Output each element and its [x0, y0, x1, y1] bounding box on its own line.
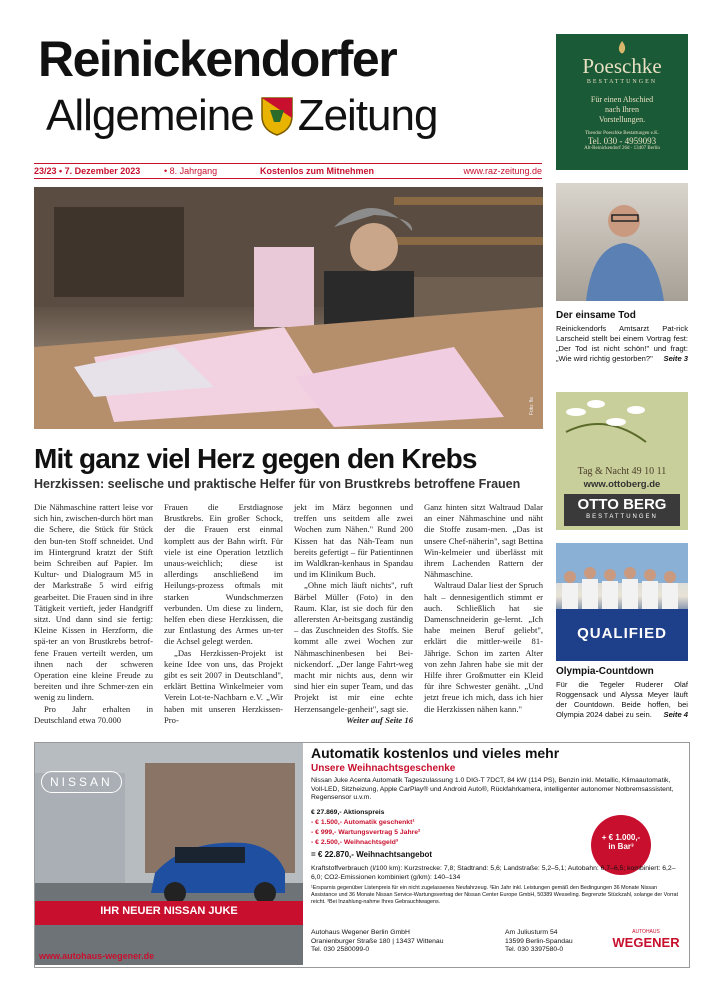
article-col4-text: Ganz hinten sitzt Waltraud Dalar an einer Nähmaschine und näht die Stoffe zusam-men. „Das ist unsere Chef-näherin", sagt Bettina Win-kelmeier und überlässt mit ihrem Lachenden Rattern der Nähmaschine.: [424, 502, 543, 580]
wegener-logo-name: WEGENER: [612, 935, 680, 950]
tod-text: Reinickendorfs Amtsarzt Pat-rick Larscheid stellt bei einem Vortrag fest: „Der Tod ist nicht schön!" und fragt: „Wie wird richtig gestorben?": [556, 324, 688, 363]
dealer2-tel: Tel. 030 3397580-0: [505, 946, 564, 954]
main-subhead: Herzkissen: seelische und praktische Helfer für von Brustkrebs betroffene Frauen: [34, 477, 521, 491]
flame-icon: [615, 40, 629, 56]
article-col1-text: Die Nähmaschine rattert leise vor sich hin, zwischen-durch hört man die Schere, die Stück für Stück den bun-ten Stoff schneidet. Und im Hintergrund kratzt der Stift beim Schreiben auf Papier. Im Kultur- und Dialograum M5 in der Markstraße 5 wird eifrig gearbeitet. Die Frauen sind in ihre Tätigkeit vertieft, jeder Handgriff sitzt. Und dann sind sie fertig: Kleine Kissen in Herzform, die spä-ter an von Brustkrebs betrof-fene Frauen verteilt werden, um ihnen nach der schweren Operation eine kleine Freude zu bereiten und ihre Schmer-zen ein wenig zu lindern.: [34, 502, 153, 703]
issue-year: • 8. Jahrgang: [164, 166, 218, 176]
ad-url[interactable]: www.autohaus-wegener.de: [39, 951, 155, 961]
ad-final: = € 22.870,- Weihnachtsangebot: [311, 850, 433, 859]
poeschke-address: Alt-Reinickendorf 26d · 13407 Berlin: [584, 146, 660, 151]
main-headline[interactable]: Mit ganz viel Herz gegen den Krebs: [34, 443, 477, 474]
poeschke-line3: Vorstellungen.: [598, 115, 646, 124]
dealer2-name: Am Juliusturm 54: [505, 929, 558, 936]
sewing-scene: [34, 187, 543, 429]
ad-car-image: [35, 743, 303, 965]
masthead-title: Reinickendorfer: [38, 31, 397, 87]
article-column-3: [294, 502, 413, 726]
continued-link[interactable]: Weiter auf Seite 16: [346, 714, 413, 725]
poeschke-line2: nach Ihren: [605, 105, 639, 114]
qualified-badge: QUALIFIED: [577, 625, 667, 642]
photo-credit: Foto: fle: [528, 396, 535, 416]
dealer1-address: Oranienburger Straße 180 | 13437 Wittenau: [311, 937, 444, 945]
ad-model: Nissan Juke Acenta Automatik Tageszulassung 1.0 DIG-T 7DCT, 84 kW (114 PS), Benzin inkl. Metallic, Klimaautomatik, Voll-LED, Sitzheizung, Apple CarPlay® und Android Auto®, Rückfahrkamera, intelligenter autonomer Notbremsassistent, Regensensor u.v.m.: [311, 777, 674, 802]
ad-fuel: Kraftstoffverbrauch (l/100 km): Kurzstrecke: 7,8; Stadtrand: 5,6; Landstraße: 5,2–5,1; Autobahn: 6,7–6,5; kombiniert: 6,2–6,0; CO2-Emissionen kombiniert (g/km): 140–134: [311, 865, 676, 881]
issue-number: 23/23 • 7. Dezember 2023: [34, 166, 141, 176]
masthead-subtitle-a: Allgemeine: [46, 91, 254, 140]
poeschke-owner: Theodor Poeschke Bestattungen e.K.: [584, 131, 659, 136]
rowers-group: [556, 543, 688, 661]
wegener-logo: [607, 929, 685, 950]
portrait-man: [556, 183, 688, 301]
ad-price1: € 27.869,- Aktionspreis: [311, 809, 385, 816]
article-col3-text-b: „Ohne mich läuft nichts", ruft Bärbel Müller (Foto) in den Raum. Klar, ist sie doch für den allerersten Ar-beitsgang zuständig – das Zuschneiden des Stoffs. Sie kommt alle zwei Wochen zur Nähmaschinenbesen bei Bei-nickendorf. „Der lange Fahrt-weg macht mir nichts aus, denn wir sind hier ein super Team, und das Projekt ist mir eine echte Herzensangele-genheit", sagt sie.: [294, 580, 413, 714]
ad-dealer1: [311, 929, 491, 955]
poeschke-tel: Tel. 030 - 4959093: [587, 136, 657, 146]
olympia-headline[interactable]: Olympia-Countdown: [556, 666, 654, 677]
ad-banner: IHR NEUER NISSAN JUKE: [100, 905, 238, 917]
masthead-subtitle: [46, 91, 438, 140]
site-url[interactable]: www.raz-zeitung.de: [463, 166, 542, 176]
ad-minus2: - € 999,- Wartungsvertrag 5 Jahre²: [311, 829, 421, 836]
issue-bar: [34, 163, 542, 179]
dealer1-name: Autohaus Wegener Berlin GmbH: [311, 929, 410, 936]
article-column-4: [424, 502, 543, 715]
dealer1-tel: Tel. 030 2580099-0: [311, 946, 370, 954]
ad-minus1: - € 1.500,- Automatik geschenkt¹: [311, 819, 415, 826]
olympia-ref[interactable]: Seite 4: [663, 710, 688, 719]
tod-ref[interactable]: Seite 3: [663, 354, 688, 363]
olympia-teaser: [556, 680, 688, 720]
ottoberg-name: OTTO BERG: [577, 496, 667, 513]
wegener-logo-top: AUTOHAUS: [632, 929, 660, 935]
poeschke-line1: Für einen Abschied: [590, 95, 654, 104]
poeschke-name: Poeschke: [582, 54, 662, 78]
ottoberg-sub: BESTATTUNGEN: [586, 514, 658, 520]
coat-of-arms-icon: [260, 96, 294, 136]
article-col2-text-b: „Das Herzkissen-Projekt ist keine Idee von uns, das Projekt gibt es seit 2007 in Deutschland", erklärt Bettina Winkelmeier vom Verein Lot-te-Nachbarn e.V. „Wir haben mit unseren Herzkissen-Pro-: [164, 647, 283, 725]
article-column-1: [34, 502, 153, 726]
article-col2-text: Frauen die Erstdiagnose Brustkrebs. Ein großer Schock, der die Frauen erst einmal komplett aus der Bahn wirft. Für viele ist eine Operation letztlich unaus-weichlich; diese ist allerdings anschließend im Heilungs-prozess oftmals mit starken Wundschmerzen verbunden. Um diese zu lindern, helfen eben diese Herzkissen, die zur Entlastung des Armes un-ter die Achsel gelegt werden.: [164, 502, 283, 647]
olympia-text: Für die Tegeler Ruderer Olaf Roggensack und Alyssa Meyer läuft der Countdown. Beide hoffen, bei Olympia 2024 dabei zu sein.: [556, 680, 688, 719]
ottoberg-tel: Tag & Nacht 49 10 11: [577, 466, 667, 477]
poeschke-ad[interactable]: [556, 34, 688, 170]
ottoberg-ad[interactable]: [556, 392, 688, 530]
tod-photo: [556, 183, 688, 301]
article-col4-text-b: Waltraud Dalar liest der Spruch halt – dennesigentlich stimmt er auch. Schließlich hat sie Damenschneiderin ge-lernt. „Ich habe meinen Beruf geliebt", erklärt die mittler-weile 81-Jährige. Schon im zarten Alter von zehn Jahren habe sie mit der Hilfe ihrer Großmutter ein Kleid für ihre Schwester genäht. „Und jetzt freue ich mich, dass ich hier die Herzkissen nähen kann.": [424, 580, 543, 714]
nissan-logo: NISSAN: [41, 771, 122, 793]
main-photo: [34, 187, 543, 429]
tod-headline[interactable]: Der einsame Tod: [556, 310, 636, 321]
dealer2-address: 13599 Berlin-Spandau: [505, 937, 573, 945]
ottoberg-url[interactable]: www.ottoberg.de: [583, 479, 661, 490]
tod-teaser: [556, 324, 688, 364]
poeschke-sub: BESTATTUNGEN: [586, 79, 658, 85]
ad-ball1: + € 1.000,-: [601, 833, 641, 842]
ad-ball2: in Bar³: [608, 842, 634, 851]
ad-title: Automatik kostenlos und vieles mehr: [311, 745, 560, 761]
ad-fine: ¹Ersparnis gegenüber Listenpreis für ein nicht zugelassenes Neufahrzeug. ²Ein Jahr inkl. Leistungen gemäß den Bedingungen 36 Monate Nissan Assistance und 36 Monate Nissan Service-Wartungsvertrag der Nissan Center Europe GmbH, 50389 Wesseling. Begrenzte Stückzahl, solange der Vorrat reicht. ³Bei Inzahlung-nahme Ihres Gebrauchtwagens.: [311, 885, 679, 905]
ad-minus3: - € 2.500,- Weihnachtsgeld³: [311, 839, 399, 846]
ottoberg-logo: [564, 494, 680, 526]
article-column-2: [164, 502, 283, 726]
ad-subtitle: Unsere Weihnachtsgeschenke: [311, 763, 456, 774]
nissan-ad[interactable]: [34, 742, 690, 968]
article-col1-text-b: Pro Jahr erhalten in Deutschland etwa 70.000: [34, 703, 153, 725]
masthead-subtitle-b: Zeitung: [297, 91, 438, 140]
branch-icon: [556, 392, 688, 452]
article-col3-text: jekt im März begonnen und treffen uns seitdem alle zwei Wochen zum Nähen." Rund 200 Kissen hat das Näh-Team nun bereits gefertigt – für Patientinnen im Waldkran-kenhaus in Spandau und im Klinikum Buch.: [294, 502, 413, 580]
olympia-photo: [556, 543, 688, 661]
free-label: Kostenlos zum Mitnehmen: [260, 166, 375, 176]
